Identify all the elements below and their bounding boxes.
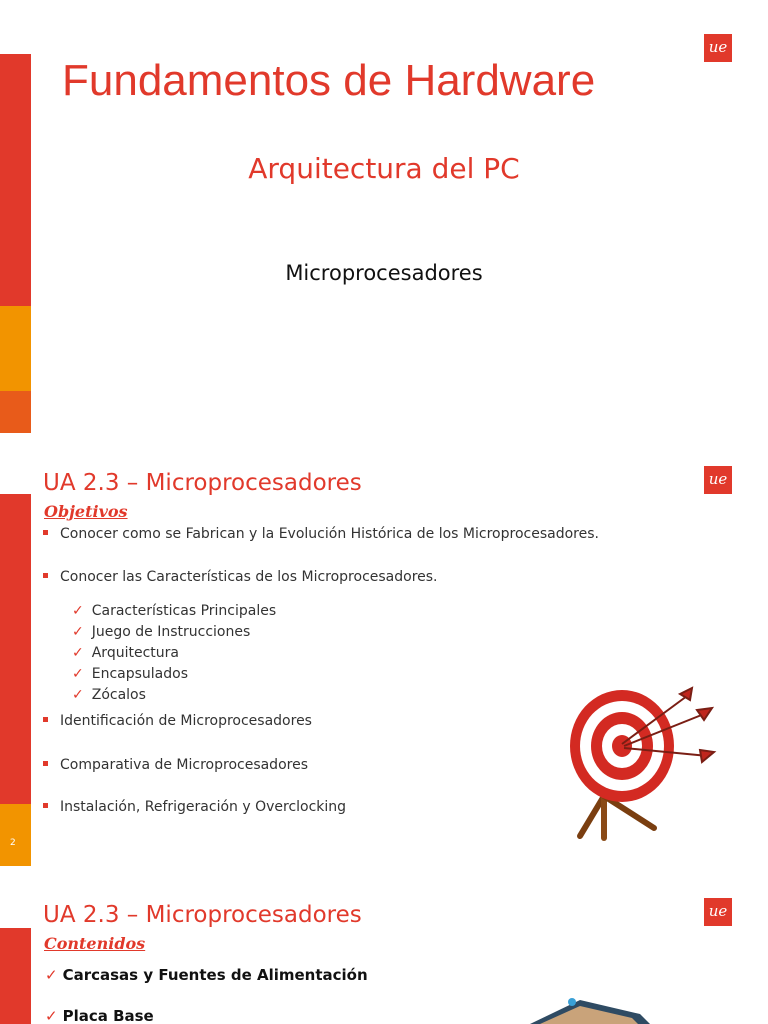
objective-bullet: Identificación de Microprocesadores xyxy=(43,713,312,729)
accent-bar-dark-orange xyxy=(0,391,31,433)
page-number: 2 xyxy=(10,838,16,848)
accent-bar-red xyxy=(0,494,31,804)
check-icon: ✓ xyxy=(72,645,84,661)
slide-title xyxy=(0,0,768,433)
target-face xyxy=(570,690,674,802)
bullet-square-icon xyxy=(43,530,48,535)
slide-heading: UA 2.3 – Microprocesadores xyxy=(43,902,362,928)
target-with-arrows-icon xyxy=(552,686,722,846)
objective-subitem: ✓ Zócalos xyxy=(72,687,146,703)
check-icon: ✓ xyxy=(72,666,84,682)
objective-bullet: Instalación, Refrigeración y Overclocking xyxy=(43,799,346,815)
content-item: ✓ Carcasas y Fuentes de Alimentación xyxy=(45,966,368,984)
accent-bar-orange xyxy=(0,804,31,866)
ue-logo: ue xyxy=(704,466,732,494)
objective-subitem: ✓ Características Principales xyxy=(72,603,277,619)
objective-subitem: ✓ Juego de Instrucciones xyxy=(72,624,251,640)
objective-bullet: Conocer las Características de los Microprocesadores. xyxy=(43,569,438,585)
check-icon: ✓ xyxy=(45,1007,58,1024)
ue-logo: ue xyxy=(704,898,732,926)
ue-logo: ue xyxy=(704,34,732,62)
objective-bullet: Comparativa de Microprocesadores xyxy=(43,757,308,773)
bullet-square-icon xyxy=(43,803,48,808)
computer-illustration xyxy=(520,992,660,1024)
content-item: ✓ Placa Base xyxy=(45,1007,154,1024)
bullet-square-icon xyxy=(43,761,48,766)
section-label-objetivos: Objetivos xyxy=(44,502,128,521)
check-icon: ✓ xyxy=(72,687,84,703)
accent-bar-orange xyxy=(0,306,31,391)
slide-objetivos xyxy=(0,456,768,866)
presentation-subtitle: Arquitectura del PC xyxy=(248,152,520,185)
slide-contenidos xyxy=(0,888,768,1024)
presentation-title: Fundamentos de Hardware xyxy=(62,56,596,105)
check-icon: ✓ xyxy=(45,966,58,984)
objective-subitem: ✓ Encapsulados xyxy=(72,666,188,682)
objective-bullet: Conocer como se Fabrican y la Evolución Histórica de los Microprocesadores. xyxy=(43,526,599,542)
bullet-square-icon xyxy=(43,717,48,722)
section-label-contenidos: Contenidos xyxy=(44,934,146,953)
objective-subitem: ✓ Arquitectura xyxy=(72,645,179,661)
accent-bar-red xyxy=(0,928,31,1024)
target-stand xyxy=(580,796,654,838)
bullet-square-icon xyxy=(43,573,48,578)
presentation-topic: Microprocesadores xyxy=(285,261,483,285)
slide-heading: UA 2.3 – Microprocesadores xyxy=(43,470,362,496)
check-icon: ✓ xyxy=(72,603,84,619)
check-icon: ✓ xyxy=(72,624,84,640)
